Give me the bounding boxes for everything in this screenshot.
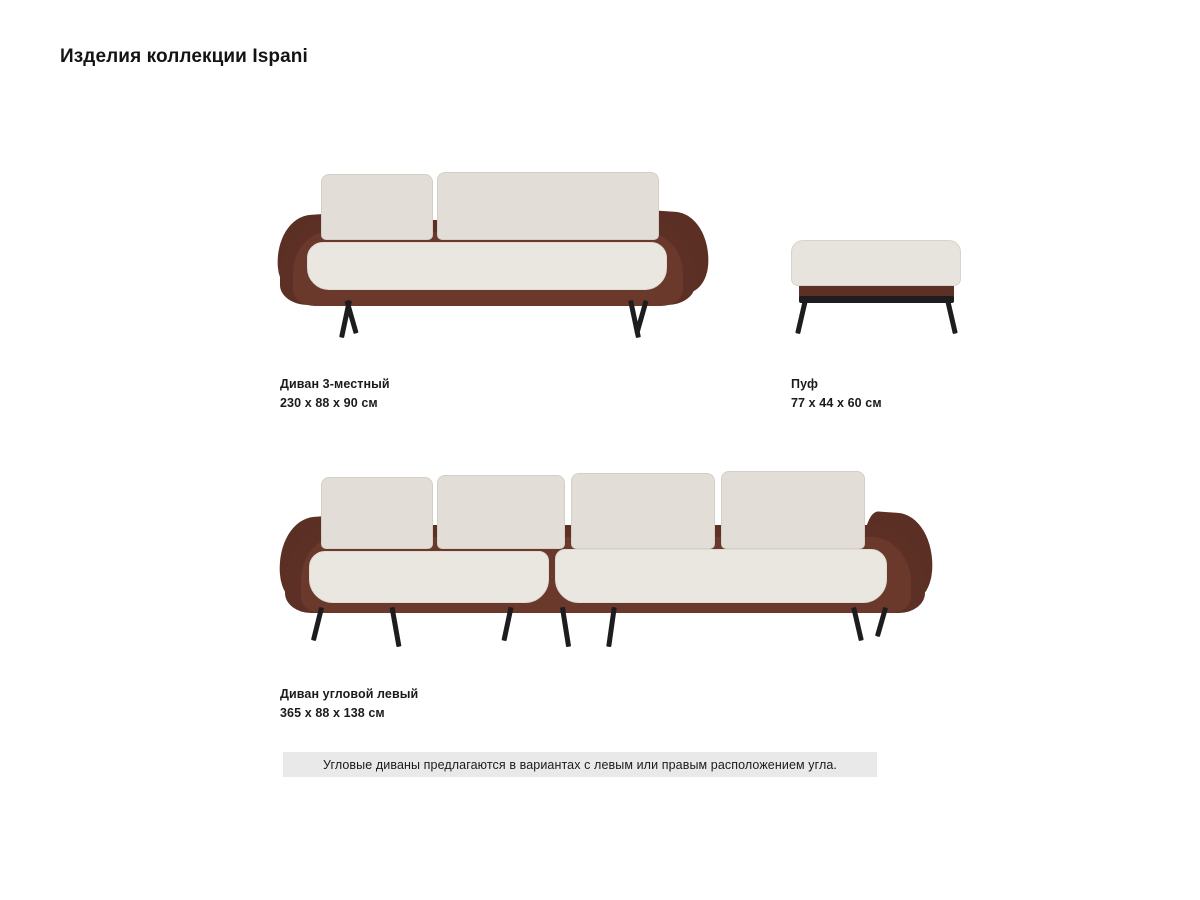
sofa-3-seat-caption	[280, 375, 390, 413]
product-name: Диван 3-местный	[280, 377, 390, 391]
page-title: Изделия коллекции Ispani	[60, 46, 308, 67]
sofa-seat-cushion-left	[309, 551, 549, 603]
sofa-3-seat-illustration	[275, 160, 715, 375]
sofa-seat-cushion-right	[555, 549, 887, 603]
pouf-metal-rail	[799, 296, 954, 303]
pouf-caption	[791, 375, 882, 413]
sofa-back-cushion	[437, 172, 659, 240]
corner-sofa-caption	[280, 685, 418, 723]
product-dimensions: 77 x 44 x 60 см	[791, 396, 882, 410]
note-text: Угловые диваны предлагаются в вариантах с левым или правым расположением угла.	[322, 757, 838, 772]
pouf-leg	[945, 300, 958, 334]
sofa-back-cushion	[571, 473, 715, 549]
product-dimensions: 365 x 88 x 138 см	[280, 706, 385, 720]
sofa-seat-cushion	[307, 242, 667, 290]
product-corner-sofa-left	[275, 455, 935, 720]
corner-sofa-illustration	[275, 455, 935, 685]
pouf-illustration	[785, 230, 975, 375]
product-pouf	[785, 230, 975, 410]
sofa-back-cushion	[721, 471, 865, 549]
sofa-back-cushion	[321, 477, 433, 549]
pouf-seat-cushion	[791, 240, 961, 286]
product-sofa-3-seat	[275, 160, 715, 410]
product-name: Диван угловой левый	[280, 687, 419, 701]
product-name: Пуф	[791, 377, 819, 391]
product-dimensions: 230 x 88 x 90 см	[280, 396, 378, 410]
note-bar	[283, 752, 877, 777]
sofa-back-cushion	[321, 174, 433, 240]
sofa-back-cushion	[437, 475, 565, 549]
pouf-leg	[795, 300, 808, 334]
